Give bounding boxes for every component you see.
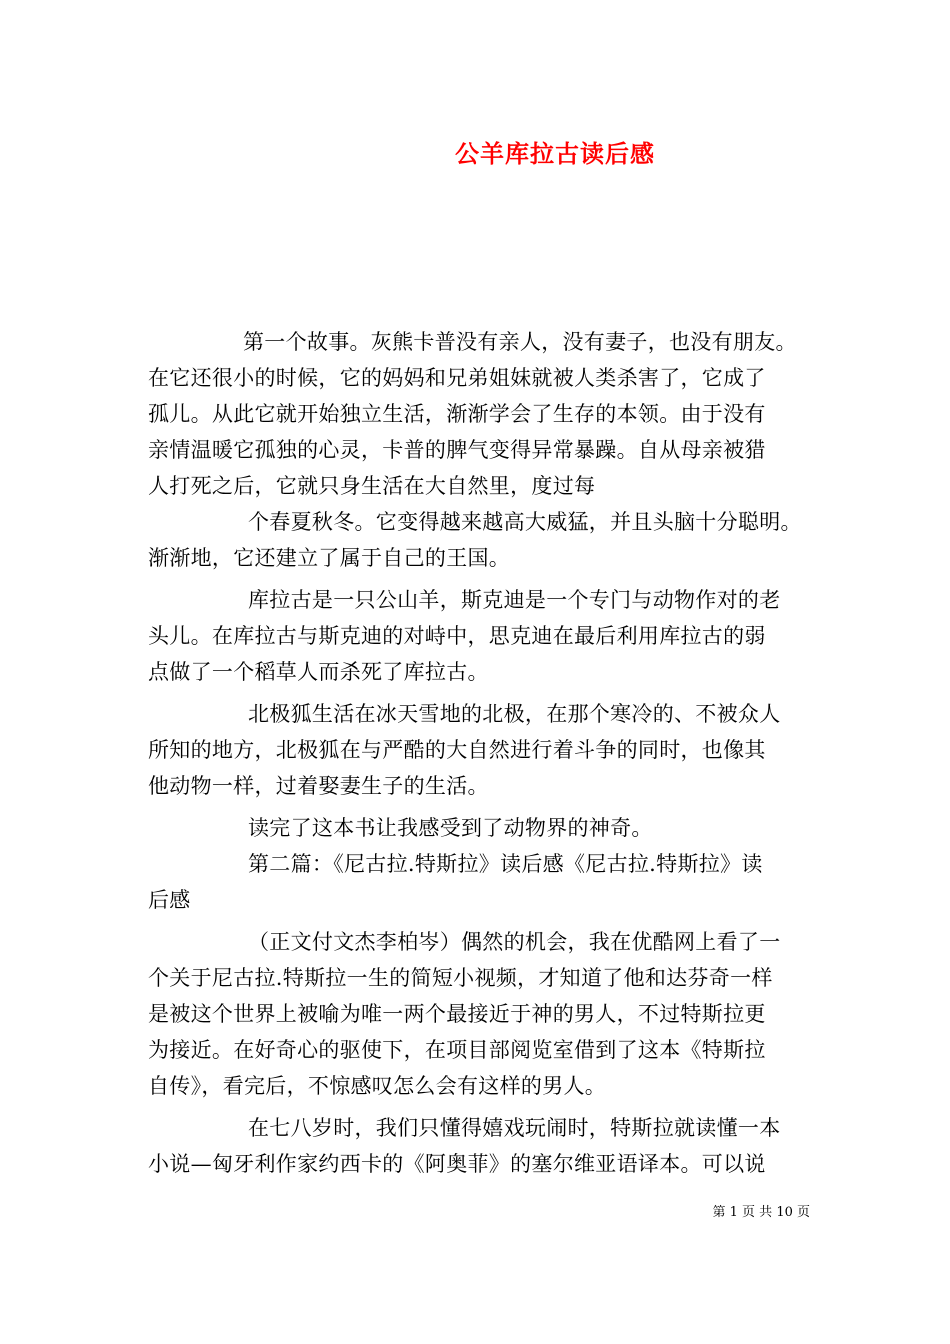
- body-line: 是被这个世界上被喻为唯一两个最接近于神的男人，不过特斯拉更: [148, 1002, 766, 1026]
- body-line: 人打死之后，它就只身生活在大自然里，度过每: [148, 474, 596, 498]
- body-line: 孤儿。从此它就开始独立生活，渐渐学会了生存的本领。由于没有: [148, 402, 766, 426]
- page-number-footer: 第 1 页 共 10 页: [712, 1205, 810, 1220]
- body-line: 小说—匈牙利作家约西卡的《阿奥菲》的塞尔维亚语译本。可以说: [148, 1152, 766, 1176]
- body-line: 渐渐地，它还建立了属于自己的王国。: [148, 546, 511, 570]
- body-line: 后感: [148, 888, 191, 912]
- body-line: 库拉古是一只公山羊，斯克迪是一个专门与动物作对的老: [248, 588, 781, 612]
- document-title: 公羊库拉古读后感: [455, 139, 655, 168]
- body-line: 个春夏秋冬。它变得越来越高大威猛，并且头脑十分聪明。: [248, 510, 802, 534]
- body-line: 他动物一样，过着娶妻生子的生活。: [148, 774, 489, 798]
- body-line: 自传》，看完后，不惊感叹怎么会有这样的男人。: [148, 1074, 607, 1098]
- body-line: 亲情温暖它孤独的心灵，卡普的脾气变得异常暴躁。自从母亲被猎: [148, 438, 766, 462]
- body-line: 北极狐生活在冰天雪地的北极，在那个寒冷的、不被众人: [248, 702, 781, 726]
- body-line: 头儿。在库拉古与斯克迪的对峙中，思克迪在最后利用库拉古的弱: [148, 624, 766, 648]
- body-line: （正文付文杰李柏岑）偶然的机会，我在优酷网上看了一: [248, 930, 781, 954]
- body-line: 为接近。在好奇心的驱使下，在项目部阅览室借到了这本《特斯拉: [148, 1038, 766, 1062]
- body-line: 点做了一个稻草人而杀死了库拉古。: [148, 660, 489, 684]
- body-line: 第二篇：《尼古拉.特斯拉》读后感《尼古拉.特斯拉》读: [248, 852, 763, 876]
- body-line: 个关于尼古拉.特斯拉一生的简短小视频，才知道了他和达芬奇一样: [148, 966, 773, 990]
- body-line: 读完了这本书让我感受到了动物界的神奇。: [248, 816, 653, 840]
- body-line: 在七八岁时，我们只懂得嬉戏玩闹时，特斯拉就读懂一本: [248, 1116, 781, 1140]
- body-line: 在它还很小的时候，它的妈妈和兄弟姐妹就被人类杀害了，它成了: [148, 366, 766, 390]
- body-line: 第一个故事。灰熊卡普没有亲人，没有妻子，也没有朋友。: [243, 330, 797, 354]
- body-line: 所知的地方，北极狐在与严酷的大自然进行着斗争的同时，也像其: [148, 738, 766, 762]
